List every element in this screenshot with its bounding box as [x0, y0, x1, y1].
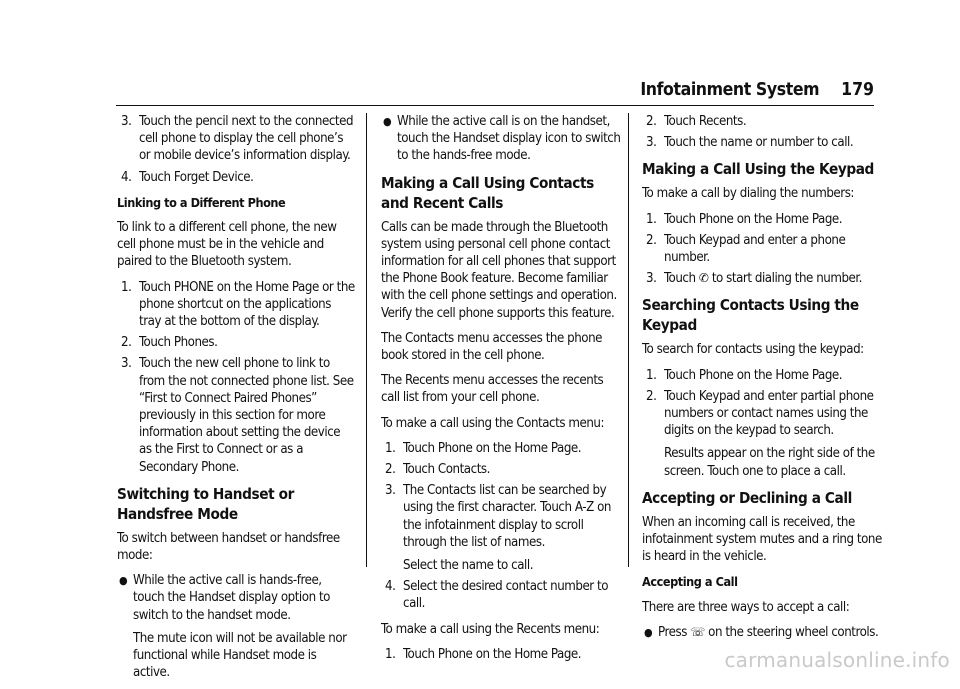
- paragraph: To search for contacts using the keypad:: [642, 342, 864, 358]
- forget-device-steps: [117, 113, 355, 186]
- section-heading: Accepting or Declining a Call: [642, 488, 852, 507]
- column-3: [642, 113, 882, 649]
- paragraph: When an incoming call is received, the infotainment system mutes and a ring tone is heard in the vehicle.: [642, 514, 882, 565]
- phone-dial-icon: ✆: [698, 271, 709, 286]
- paragraph: To make a call using the Recents menu:: [381, 621, 600, 637]
- paragraph: To link to a different cell phone, the new cell phone must be in the vehicle and paired to the Bluetooth system.: [117, 220, 337, 270]
- list-item: ● Press ☏ on the steering wheel controls.: [644, 624, 879, 640]
- list-item: 1. Touch Phone on the Home Page.: [385, 646, 582, 662]
- paragraph: To make a call using the Contacts menu:: [381, 415, 605, 431]
- list-item: 1. Touch Phone on the Home Page.: [646, 211, 843, 227]
- section-heading: Making a Call Using the Keypad: [642, 160, 874, 179]
- bullet-list: [642, 624, 882, 641]
- list-item: 3. Touch ✆ to start dialing the number.: [646, 271, 862, 287]
- paragraph: To make a call by dialing the numbers:: [642, 186, 854, 202]
- section-heading: Switching to Handset or Handsfree Mode: [117, 484, 294, 523]
- bullet-icon: ●: [644, 625, 653, 639]
- column-2: [381, 113, 621, 671]
- list-item: 1. Touch Phone on the Home Page.: [385, 440, 582, 456]
- paragraph: The Contacts menu accesses the phone book stored in the cell phone.: [381, 330, 603, 364]
- section-heading: Searching Contacts Using the Keypad: [642, 296, 859, 335]
- column-1: [117, 113, 355, 689]
- list-item: 3. Touch the new cell phone to link to from the not connected phone list. See “First to Connect Paired Phones” previously in this section for more information about setting the device as the First to Connect or as a Secondary Phone.: [121, 356, 354, 475]
- subheading: Accepting a Call: [642, 574, 738, 590]
- list-item: 4. Select the desired contact number to call.: [385, 579, 609, 612]
- recents-call-steps-continued: [642, 113, 882, 151]
- bullet-icon: ●: [383, 115, 392, 128]
- list-item: 2. Touch Keypad and enter partial phone numbers or contact names using the digits on the keypad to search. Results appear on the right side of the screen. Touch one to place a call.: [646, 388, 875, 479]
- list-item: ● While the active call is hands-free, touch the Handset display option to switch to the handset mode. The mute icon will not be available nor functional while Handset mode is active.: [119, 573, 347, 681]
- list-item: 3. Touch the name or number to call.: [646, 135, 854, 151]
- paragraph: Calls can be made through the Bluetooth system using personal cell phone contact information for all cell phones that support the Phone Book feature. Become familiar with the cell phone settings and operation. Verify the cell phone supports this feature.: [381, 219, 617, 321]
- column-divider: [628, 113, 629, 567]
- subheading: Linking to a Different Phone: [117, 194, 286, 210]
- list-item: 2. Touch Keypad and enter a phone number.: [646, 232, 846, 266]
- header-rule: [116, 105, 874, 106]
- page-number: 179: [841, 80, 874, 100]
- column-divider: [366, 113, 367, 567]
- paragraph: There are three ways to accept a call:: [642, 599, 850, 615]
- list-item: ● While the active call is on the handset, touch the Handset display icon to switch to the hands-free mode.: [383, 114, 621, 164]
- link-phone-steps: [117, 279, 355, 476]
- bullet-icon: ●: [119, 574, 128, 588]
- paragraph: The Recents menu accesses the recents call list from your cell phone.: [381, 373, 604, 406]
- watermark: carmanualsonline.info: [724, 648, 950, 672]
- list-item: 2. Touch Phones.: [121, 335, 218, 351]
- page-header: [640, 80, 874, 100]
- keypad-call-steps: [642, 211, 882, 288]
- list-item: 4. Touch Forget Device.: [121, 169, 254, 185]
- contacts-call-steps: [381, 440, 621, 613]
- list-item: 3. The Contacts list can be searched by using the first character. Touch A-Z on the infotainment display to scroll through the list of names. Select the name to call.: [385, 483, 611, 574]
- phone-answer-icon: ☏: [690, 624, 705, 639]
- bullet-list: [117, 572, 355, 681]
- list-item: 2. Touch Recents.: [646, 114, 747, 129]
- section-heading: Making a Call Using Contacts and Recent Calls: [381, 173, 594, 212]
- list-item: 3. Touch the pencil next to the connected cell phone to display the cell phone’s or mobile device’s information display.: [121, 114, 354, 164]
- list-item: 1. Touch Phone on the Home Page.: [646, 367, 843, 383]
- bullet-list: [381, 113, 621, 165]
- section-title: Infotainment System: [640, 80, 820, 100]
- recents-call-steps: [381, 646, 621, 663]
- keypad-search-steps: [642, 367, 882, 480]
- paragraph: To switch between handset or handsfree mode:: [117, 530, 340, 564]
- list-item: 2. Touch Contacts.: [385, 462, 490, 478]
- list-item: 1. Touch PHONE on the Home Page or the phone shortcut on the applications tray at the bottom of the display.: [121, 279, 355, 330]
